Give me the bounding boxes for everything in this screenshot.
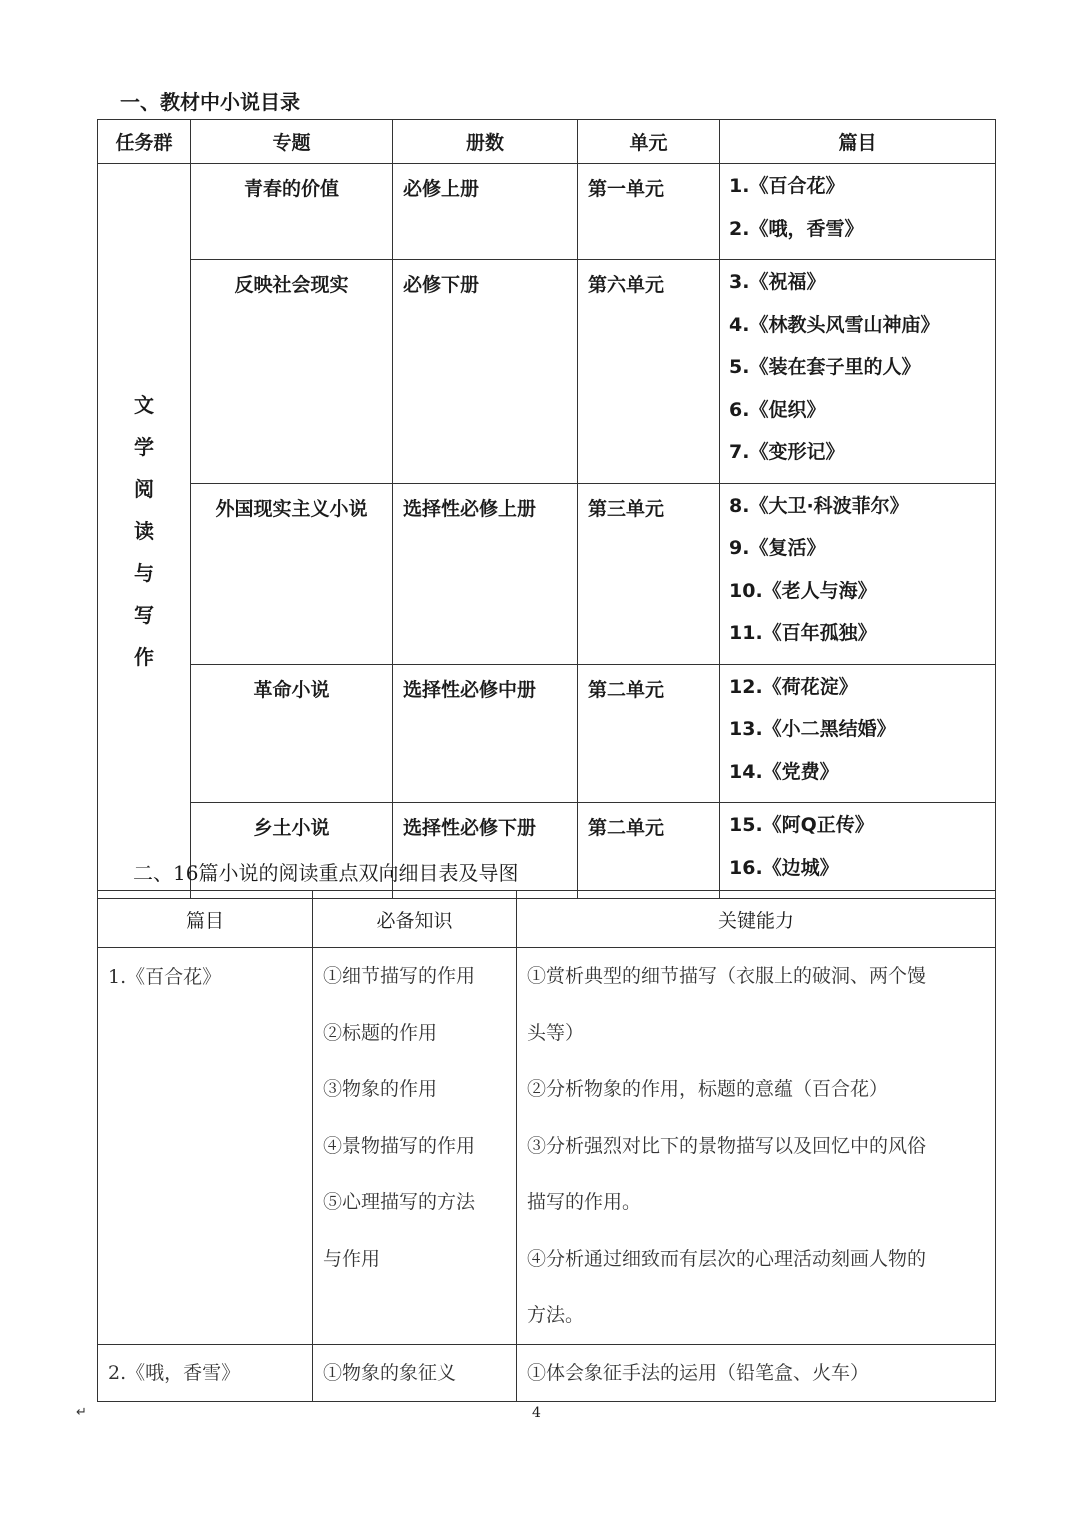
volume-cell: 选择性必修中册	[393, 664, 578, 803]
table-row	[98, 164, 996, 260]
table-row	[98, 1344, 996, 1402]
unit-cell: 第二单元	[578, 803, 720, 899]
unit-cell: 第三单元	[578, 483, 720, 664]
work-item: 6.《促织》	[729, 398, 826, 421]
task-group-char: 读	[134, 519, 154, 543]
topic-cell: 革命小说	[191, 664, 393, 803]
header-knowledge: 必备知识	[313, 891, 517, 948]
ability-item: ①体会象征手法的运用（铅笔盒、火车）	[527, 1361, 870, 1384]
ability-item: 头等）	[527, 1021, 585, 1044]
ability-item: ②分析物象的作用，标题的意蕴（百合花）	[527, 1078, 889, 1100]
task-group-char: 阅	[134, 477, 154, 501]
knowledge-item: ①物象的象征义	[323, 1361, 457, 1384]
knowledge-item: 与作用	[323, 1247, 381, 1270]
topic-cell: 反映社会现实	[191, 260, 393, 484]
works-cell	[720, 260, 996, 484]
works-cell	[720, 803, 996, 899]
knowledge-item: ⑤心理描写的方法	[323, 1191, 476, 1213]
work-item: 15.《阿Q正传》	[729, 814, 874, 836]
volume-cell: 必修下册	[393, 260, 578, 484]
header-abilities: 关键能力	[517, 891, 996, 948]
knowledge-cell	[313, 948, 517, 1345]
abilities-cell	[517, 948, 996, 1345]
volume-cell: 选择性必修上册	[393, 483, 578, 664]
work-cell: 2.《哦，香雪》	[98, 1344, 313, 1402]
table-row	[98, 664, 996, 803]
task-group-char: 学	[134, 435, 154, 459]
work-item: 12.《荷花淀》	[729, 675, 858, 698]
page-number: 4	[532, 1405, 541, 1421]
knowledge-item: ②标题的作用	[323, 1021, 438, 1044]
table-row	[98, 260, 996, 484]
ability-item: ③分析强烈对比下的景物描写以及回忆中的风俗	[527, 1134, 927, 1157]
topic-cell: 青春的价值	[191, 164, 393, 260]
work-item: 8.《大卫·科波菲尔》	[729, 494, 909, 517]
volume-cell: 必修上册	[393, 164, 578, 260]
works-cell	[720, 483, 996, 664]
task-group-char: 与	[134, 561, 154, 585]
topic-cell: 乡土小说	[191, 803, 393, 899]
knowledge-cell	[313, 1344, 517, 1402]
topic-cell: 外国现实主义小说	[191, 483, 393, 664]
catalog-header-row	[98, 120, 996, 164]
work-item: 11.《百年孤独》	[729, 622, 877, 644]
header-unit: 单元	[578, 120, 720, 164]
task-group-char: 作	[134, 645, 154, 669]
ability-item: ④分析通过细致而有层次的心理活动刻画人物的	[527, 1247, 927, 1270]
novel-catalog-table	[97, 119, 996, 899]
header-works: 篇目	[720, 120, 996, 164]
header-topic: 专题	[191, 120, 393, 164]
knowledge-item: ①细节描写的作用	[323, 965, 476, 987]
unit-cell: 第六单元	[578, 260, 720, 484]
work-item: 3.《祝福》	[729, 271, 826, 293]
work-item: 16.《边城》	[729, 856, 839, 879]
abilities-cell	[517, 1344, 996, 1402]
task-group-char: 文	[134, 393, 154, 417]
ability-item: 描写的作用。	[527, 1191, 642, 1213]
knowledge-item: ③物象的作用	[323, 1078, 438, 1100]
header-volume: 册数	[393, 120, 578, 164]
ability-item: 方法。	[527, 1304, 585, 1326]
focus-header-row	[98, 891, 996, 948]
work-item: 5.《装在套子里的人》	[729, 356, 921, 378]
section2-title: 二、16篇小说的阅读重点双向细目表及导图	[133, 861, 519, 885]
unit-cell: 第一单元	[578, 164, 720, 260]
work-item: 2.《哦，香雪》	[729, 217, 864, 240]
work-item: 1.《百合花》	[729, 175, 845, 197]
task-group-char: 写	[134, 603, 154, 627]
task-group-cell	[98, 164, 191, 899]
works-cell	[720, 164, 996, 260]
work-item: 14.《党费》	[729, 760, 839, 783]
work-item: 13.《小二黑结婚》	[729, 718, 896, 740]
work-item: 4.《林教头风雪山神庙》	[729, 313, 940, 336]
margin-mark: ↵	[76, 1405, 87, 1420]
header-task-group: 任务群	[98, 120, 191, 164]
work-item: 9.《复活》	[729, 537, 826, 559]
table-row	[98, 483, 996, 664]
section1-title: 一、教材中小说目录	[120, 90, 300, 114]
header-work: 篇目	[98, 891, 313, 948]
knowledge-item: ④景物描写的作用	[323, 1134, 476, 1157]
ability-item: ①赏析典型的细节描写（衣服上的破洞、两个馒	[527, 965, 927, 987]
reading-focus-table	[97, 890, 996, 1402]
works-cell	[720, 664, 996, 803]
work-cell: 1.《百合花》	[98, 948, 313, 1345]
volume-cell: 选择性必修下册	[393, 803, 578, 899]
work-item: 7.《变形记》	[729, 441, 845, 463]
table-row	[98, 948, 996, 1345]
work-item: 10.《老人与海》	[729, 579, 877, 602]
unit-cell: 第二单元	[578, 664, 720, 803]
